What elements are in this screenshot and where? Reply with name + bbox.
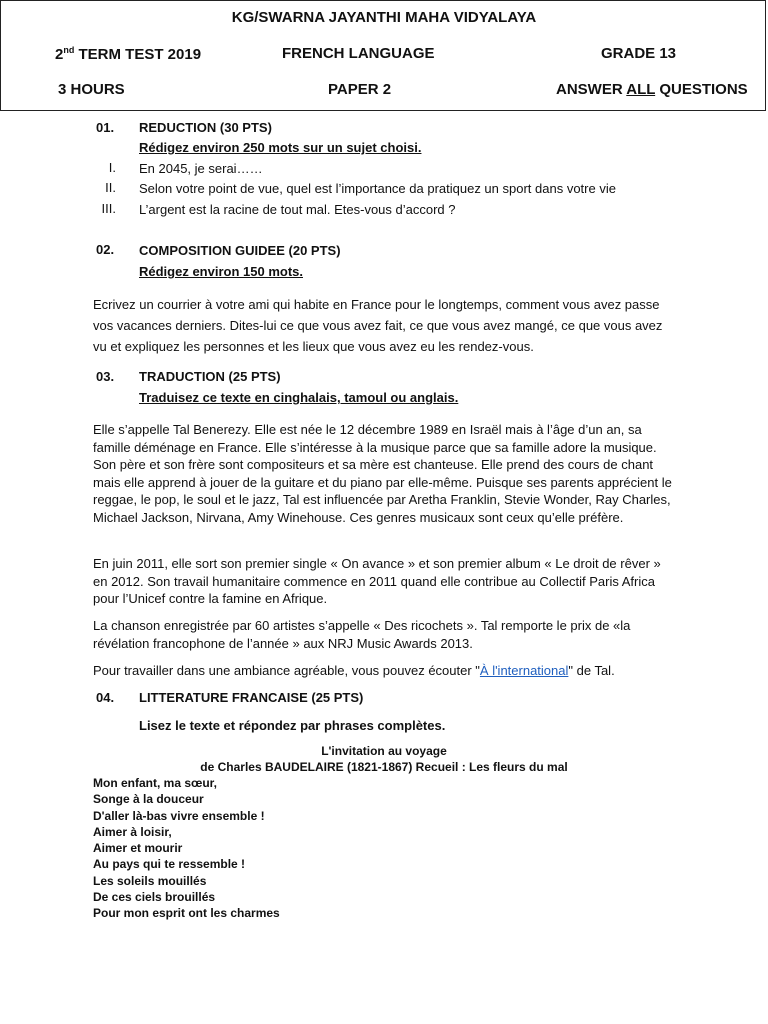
q3-instruction: Traduisez ce texte en cinghalais, tamoul ou anglais. <box>139 390 459 405</box>
q1-item-roman: II. <box>105 180 116 195</box>
paper-label: PAPER 2 <box>328 81 392 98</box>
q4-title: LITTERATURE FRANCAISE (25 PTS) <box>139 690 364 705</box>
poem-source: de Charles BAUDELAIRE (1821-1867) Recueil : Les fleurs du mal <box>200 760 568 774</box>
subject-label: FRENCH LANGUAGE <box>282 45 435 62</box>
poem-line: Songe à la douceur <box>93 792 204 807</box>
q1-item-text: Selon votre point de vue, quel est l’importance da pratiquez un sport dans votre vie <box>139 181 616 196</box>
q1-item-text: L’argent est la racine de tout mal. Etes-vous d’accord ? <box>139 202 456 217</box>
school-name: KG/SWARNA JAYANTHI MAHA VIDYALAYA <box>231 9 537 26</box>
poem-line: Pour mon esprit ont les charmes <box>93 906 280 921</box>
q3-title: TRADUCTION (25 PTS) <box>139 369 281 384</box>
q4-instruction: Lisez le texte et répondez par phrases complètes. <box>139 718 446 733</box>
poem-line: Au pays qui te ressemble ! <box>93 857 246 872</box>
poem-line: De ces ciels brouillés <box>93 890 216 905</box>
answer-instruction: ANSWER ALL QUESTIONS <box>556 81 748 98</box>
grade-label: GRADE 13 <box>601 45 677 62</box>
q1-instruction: Rédigez environ 250 mots sur un sujet choisi. <box>139 140 422 155</box>
q3-paragraph-1: Elle s’appelle Tal Benerezy. Elle est née le 12 décembre 1989 en Israël mais à l’âge d’un an, sa famille déménage en France. Elle s’intéresse à la musique parce que sa famille adore la musique. Son père et son frère sont compositeurs et sa mère est chanteuse. Elle prend des cours de chant mais elle apprend à jouer de la guitare et du piano par elle-même. Puisque ses parents apprécient le reggae, le pop, le soul et le jazz, Tal est influencée par Aretha Franklin, Stevie Wonder, Ray Charles, Michael Jackson, Nirvana, Amy Winehouse. Ces genres musicaux sont ceux qu’elle préfère. <box>93 422 672 525</box>
poem-title: L'invitation au voyage <box>321 744 447 758</box>
q2-title: COMPOSITION GUIDEE (20 PTS) <box>139 243 341 258</box>
q2-body: Ecrivez un courrier à votre ami qui habite en France pour le longtemps, comment vous avez passe vos vacances derniers. Dites-lui ce que vous avez fait, ce que vous avez mangé, ce que vous avez vu et expliquez les personnes et les lieux que vous avez eu les rendez-vous. <box>93 297 663 354</box>
q4-number: 04. <box>96 690 115 705</box>
q2-number: 02. <box>96 242 115 257</box>
q3-paragraph-4: Pour travailler dans une ambiance agréable, vous pouvez écouter "À l'international" de Tal. <box>93 663 615 678</box>
song-link[interactable]: À l'international <box>479 663 569 678</box>
q1-number: 01. <box>96 120 115 135</box>
q1-item-roman: III. <box>101 201 116 216</box>
q1-item-roman: I. <box>108 160 116 175</box>
q3-number: 03. <box>96 369 115 384</box>
poem <box>93 775 280 922</box>
q3-paragraph-3: La chanson enregistrée par 60 artistes s’appelle « Des ricochets ». Tal remporte le prix de «la révélation francophone de l’année » aux NRJ Music Awards 2013. <box>93 618 631 651</box>
poem-line: D'aller là-bas vivre ensemble ! <box>93 808 265 823</box>
poem-line: Aimer et mourir <box>93 841 183 856</box>
duration-label: 3 HOURS <box>58 81 125 98</box>
q1-item-text: En 2045, je serai…… <box>139 161 263 176</box>
term-label: 2nd TERM TEST 2019 <box>55 45 202 63</box>
poem-line: Aimer à loisir, <box>93 824 172 839</box>
poem-line: Mon enfant, ma sœur, <box>93 776 218 790</box>
q2-instruction: Rédigez environ 150 mots. <box>139 264 303 279</box>
q1-title: REDUCTION (30 PTS) <box>139 120 272 135</box>
q3-paragraph-2: En juin 2011, elle sort son premier single « On avance » et son premier album « Le droit de rêver » en 2012. Son travail humanitaire commence en 2011 quand elle contribue au Collectif Paris Africa pour l’Unicef contre la famine en Afrique. <box>93 556 661 607</box>
poem-line: Les soleils mouillés <box>93 873 207 888</box>
